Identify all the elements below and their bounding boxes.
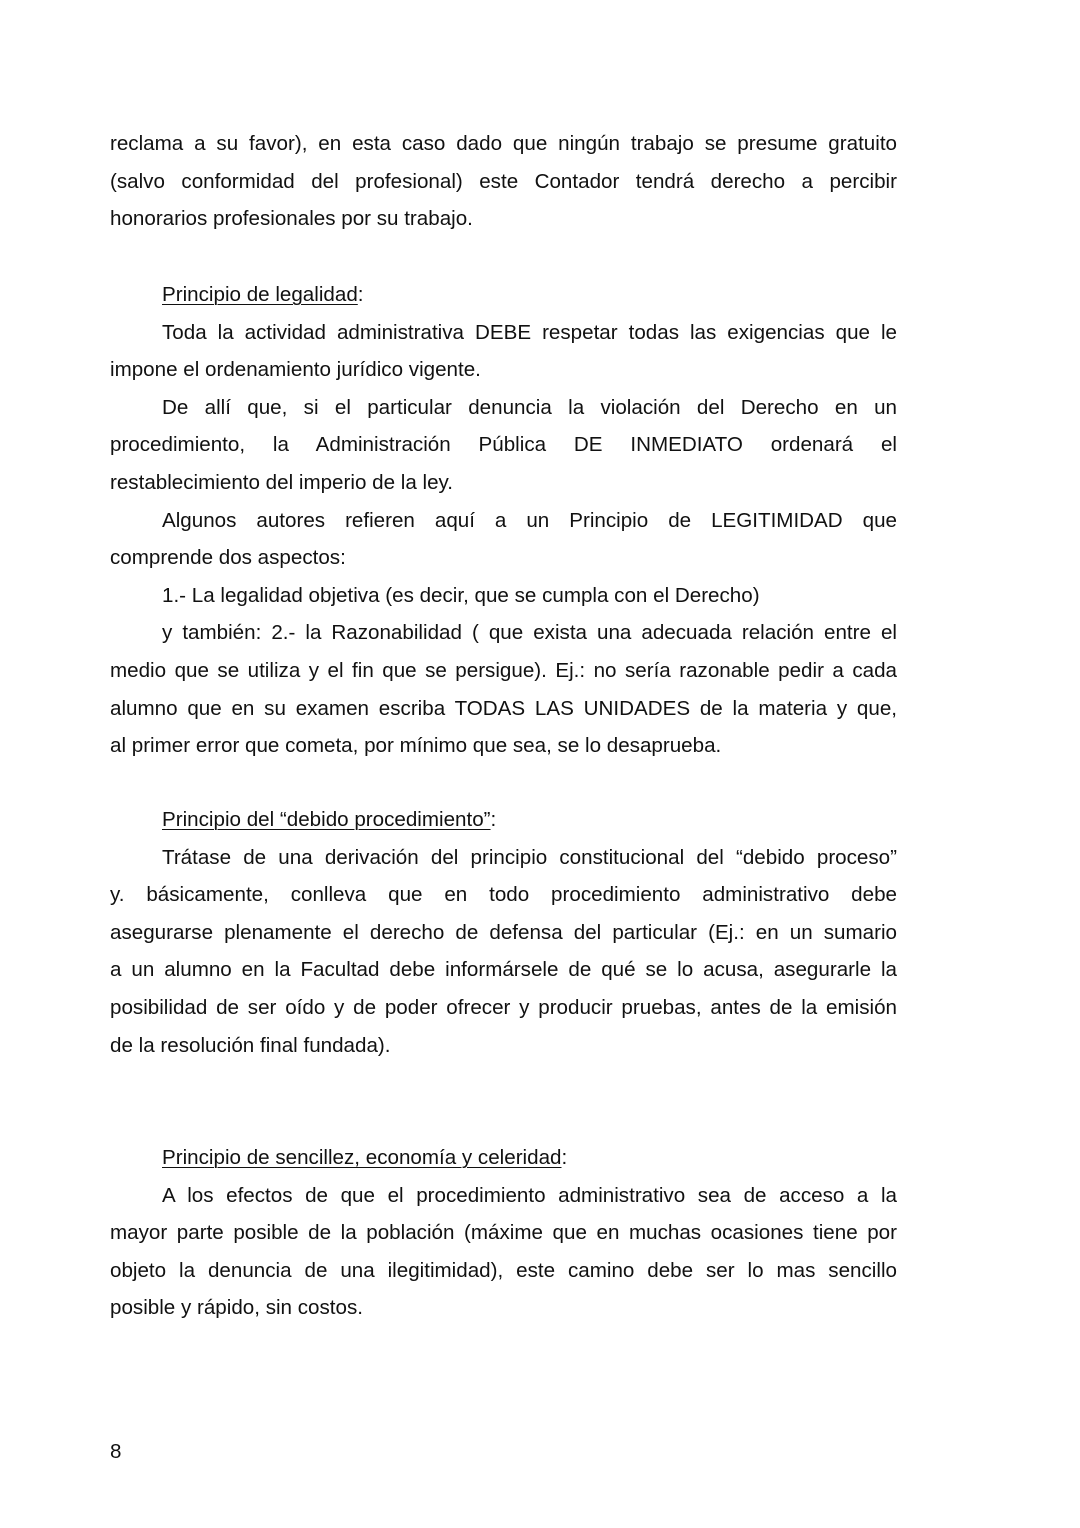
page-number: 8 bbox=[110, 1440, 122, 1463]
text-line: y. básicamente, conlleva que en todo procedimiento administrativo debe bbox=[110, 883, 897, 907]
heading-text: Principio de legalidad bbox=[162, 283, 358, 306]
heading-text: Principio del “debido procedimiento” bbox=[162, 808, 491, 831]
intro-paragraph bbox=[110, 125, 897, 238]
section-legalidad bbox=[110, 276, 897, 765]
text-line: Algunos autores refieren aquí a un Principio de LEGITIMIDAD que bbox=[162, 508, 897, 532]
heading-colon: : bbox=[490, 808, 497, 831]
text-line: (salvo conformidad del profesional) este Contador tendrá derecho a percibir bbox=[110, 169, 897, 193]
text-line: Trátase de una derivación del principio constitucional del “debido proceso” bbox=[162, 845, 897, 869]
section-heading bbox=[110, 1139, 897, 1177]
text-line: mayor parte posible de la población (máxime que en muchas ocasiones tiene por bbox=[110, 1221, 897, 1245]
heading-colon: : bbox=[561, 1146, 568, 1169]
text-line: alumno que en su examen escriba TODAS LAS UNIDADES de la materia y que, bbox=[110, 696, 897, 720]
section-debido-procedimiento bbox=[110, 801, 897, 1064]
text-line: comprende dos aspectos: bbox=[110, 546, 346, 570]
heading-text: Principio de sencillez, economía y celeridad bbox=[162, 1146, 562, 1169]
heading-colon: : bbox=[357, 283, 364, 306]
section-heading bbox=[110, 801, 897, 839]
text-line: reclama a su favor), en esta caso dado que ningún trabajo se presume gratuito bbox=[110, 132, 897, 155]
text-line: De allí que, si el particular denuncia la violación del Derecho en un bbox=[162, 395, 897, 419]
list-item: 1.- La legalidad objetiva (es decir, que se cumpla con el Derecho) bbox=[162, 583, 760, 607]
text-line: procedimiento, la Administración Pública DE INMEDIATO ordenará el bbox=[110, 433, 897, 457]
text-line: posible y rápido, sin costos. bbox=[110, 1296, 363, 1320]
text-line: honorarios profesionales por su trabajo. bbox=[110, 207, 473, 231]
text-line: asegurarse plenamente el derecho de defensa del particular (Ej.: en un sumario bbox=[110, 920, 897, 944]
text-line: Toda la actividad administrativa DEBE respetar todas las exigencias que le bbox=[162, 320, 897, 344]
text-line: a un alumno en la Facultad debe informársele de qué se lo acusa, asegurarle la bbox=[110, 958, 897, 982]
text-line: objeto la denuncia de una ilegitimidad), este camino debe ser lo mas sencillo bbox=[110, 1258, 897, 1282]
text-line: A los efectos de que el procedimiento administrativo sea de acceso a la bbox=[162, 1183, 897, 1207]
text-line: de la resolución final fundada). bbox=[110, 1033, 391, 1057]
text-line: impone el ordenamiento jurídico vigente. bbox=[110, 358, 481, 382]
text-line: al primer error que cometa, por mínimo que sea, se lo desaprueba. bbox=[110, 734, 722, 758]
text-line: posibilidad de ser oído y de poder ofrecer y producir pruebas, antes de la emisión bbox=[110, 995, 897, 1019]
section-sencillez bbox=[110, 1139, 897, 1327]
section-heading bbox=[110, 276, 897, 314]
text-line: restablecimiento del imperio de la ley. bbox=[110, 470, 454, 494]
text-line: medio que se utiliza y el fin que se persigue). Ej.: no sería razonable pedir a cada bbox=[110, 658, 897, 682]
list-item: y también: 2.- la Razonabilidad ( que exista una adecuada relación entre el bbox=[162, 621, 897, 645]
